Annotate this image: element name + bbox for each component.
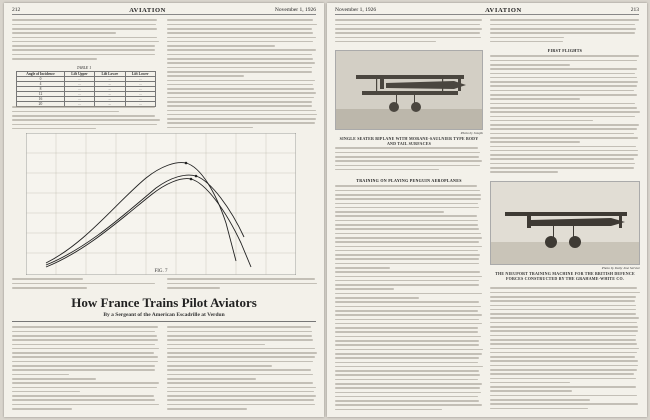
table-cell: 12 <box>17 92 65 97</box>
table-cell: ... <box>125 102 155 107</box>
figure-caption: FIG. 7 <box>154 269 168 274</box>
left-journal-title: AVIATION <box>129 6 166 14</box>
table-cell: ... <box>125 87 155 92</box>
text-line <box>12 126 160 130</box>
text-line <box>490 406 640 410</box>
right-column-text-top <box>167 18 317 131</box>
text-line <box>167 407 317 411</box>
text-line <box>335 39 483 43</box>
table-cell: 4 <box>17 82 65 87</box>
text-line <box>167 125 317 129</box>
right-page-right-column-top <box>490 18 640 46</box>
photo1-caption <box>335 136 483 146</box>
title-divider <box>12 321 316 322</box>
table-cell: 20 <box>17 102 65 107</box>
left-column-text-mid <box>12 105 160 131</box>
right-page-left-column-mid <box>335 146 483 176</box>
photo2-caption <box>490 271 640 281</box>
table-cell: ... <box>95 77 125 82</box>
text-line <box>335 407 483 411</box>
table-cell: ... <box>95 97 125 102</box>
left-page <box>4 3 324 417</box>
table-caption: TABLE 1 <box>76 65 92 70</box>
left-page-date: November 1, 1926 <box>274 7 316 13</box>
table-header-cell: Lift Upper <box>64 72 94 77</box>
table-cell: ... <box>95 92 125 97</box>
left-column-text-after-figure <box>12 277 160 293</box>
table-cell: ... <box>125 77 155 82</box>
table-cell: ... <box>64 92 94 97</box>
table-cell: ... <box>95 87 125 92</box>
photo2-caption-text: THE NIEUPORT TRAINING MACHINE FOR THE BRITISH DEFENCE FORCES CONSTRUCTED BY THE GRAHAME-WHITE CO. <box>495 271 635 281</box>
text-line <box>12 286 160 290</box>
table-cell: ... <box>125 82 155 87</box>
text-line <box>12 407 160 411</box>
photo1-caption-text: SINGLE SEATER BIPLANE WITH MORANE-SAULNIER TYPE BODY AND TAIL SURFACES <box>339 136 479 146</box>
training-section-heading: TRAINING ON PLAYING PENGUIN AEROPLANES <box>356 178 462 183</box>
nieuport-illustration <box>491 182 640 265</box>
table-cell: ... <box>125 97 155 102</box>
right-page-date: November 1, 1926 <box>335 7 377 13</box>
right-page-header <box>335 6 639 15</box>
table-cell: ... <box>95 82 125 87</box>
text-line <box>490 39 640 43</box>
text-line <box>490 170 640 174</box>
table-cell: ... <box>64 97 94 102</box>
biplane-illustration <box>336 51 483 130</box>
right-journal-title: AVIATION <box>485 6 522 14</box>
table-cell: ... <box>125 92 155 97</box>
table-cell: ... <box>64 77 94 82</box>
article-title: How France Trains Pilot Aviators <box>71 295 257 310</box>
left-page-number: 212 <box>12 7 21 13</box>
table-header-cell: Lift Lower <box>95 72 125 77</box>
right-page-right-column-bottom <box>490 286 640 413</box>
article-body-column <box>167 325 317 413</box>
lift-curve-figure <box>26 133 296 275</box>
table-cell: 0 <box>17 77 65 82</box>
photo1-credit: Photo by Joseph <box>460 131 483 135</box>
right-page-left-column-top <box>335 18 483 48</box>
left-column-text-top <box>12 18 160 64</box>
right-column-text-after-figure <box>167 277 317 293</box>
table-header-cell: Angle of Incidence <box>17 72 65 77</box>
right-page-right-column-mid <box>490 54 640 178</box>
article-intro-column <box>12 325 160 413</box>
table-cell: ... <box>64 82 94 87</box>
table-cell: ... <box>64 102 94 107</box>
table-cell: ... <box>95 102 125 107</box>
nieuport-photo <box>490 181 640 265</box>
text-line <box>167 286 317 290</box>
table-cell: 8 <box>17 87 65 92</box>
right-page <box>327 3 647 417</box>
first-flights-heading: FIRST FLIGHTS <box>547 48 583 53</box>
right-page-number: 213 <box>630 7 639 13</box>
right-page-left-column-bottom <box>335 184 483 413</box>
table-header-cell: Lift Lower <box>125 72 155 77</box>
photo2-credit: Photo by Daily Jose Service <box>601 266 640 270</box>
text-line <box>12 57 160 61</box>
text-line <box>335 167 483 171</box>
article-byline: By a Sergeant of the American Escadrille at Verdun <box>103 312 225 318</box>
biplane-photo <box>335 50 483 130</box>
table-cell: ... <box>64 87 94 92</box>
table-cell: 16 <box>17 97 65 102</box>
lift-table <box>16 71 156 107</box>
left-page-header <box>12 6 316 15</box>
